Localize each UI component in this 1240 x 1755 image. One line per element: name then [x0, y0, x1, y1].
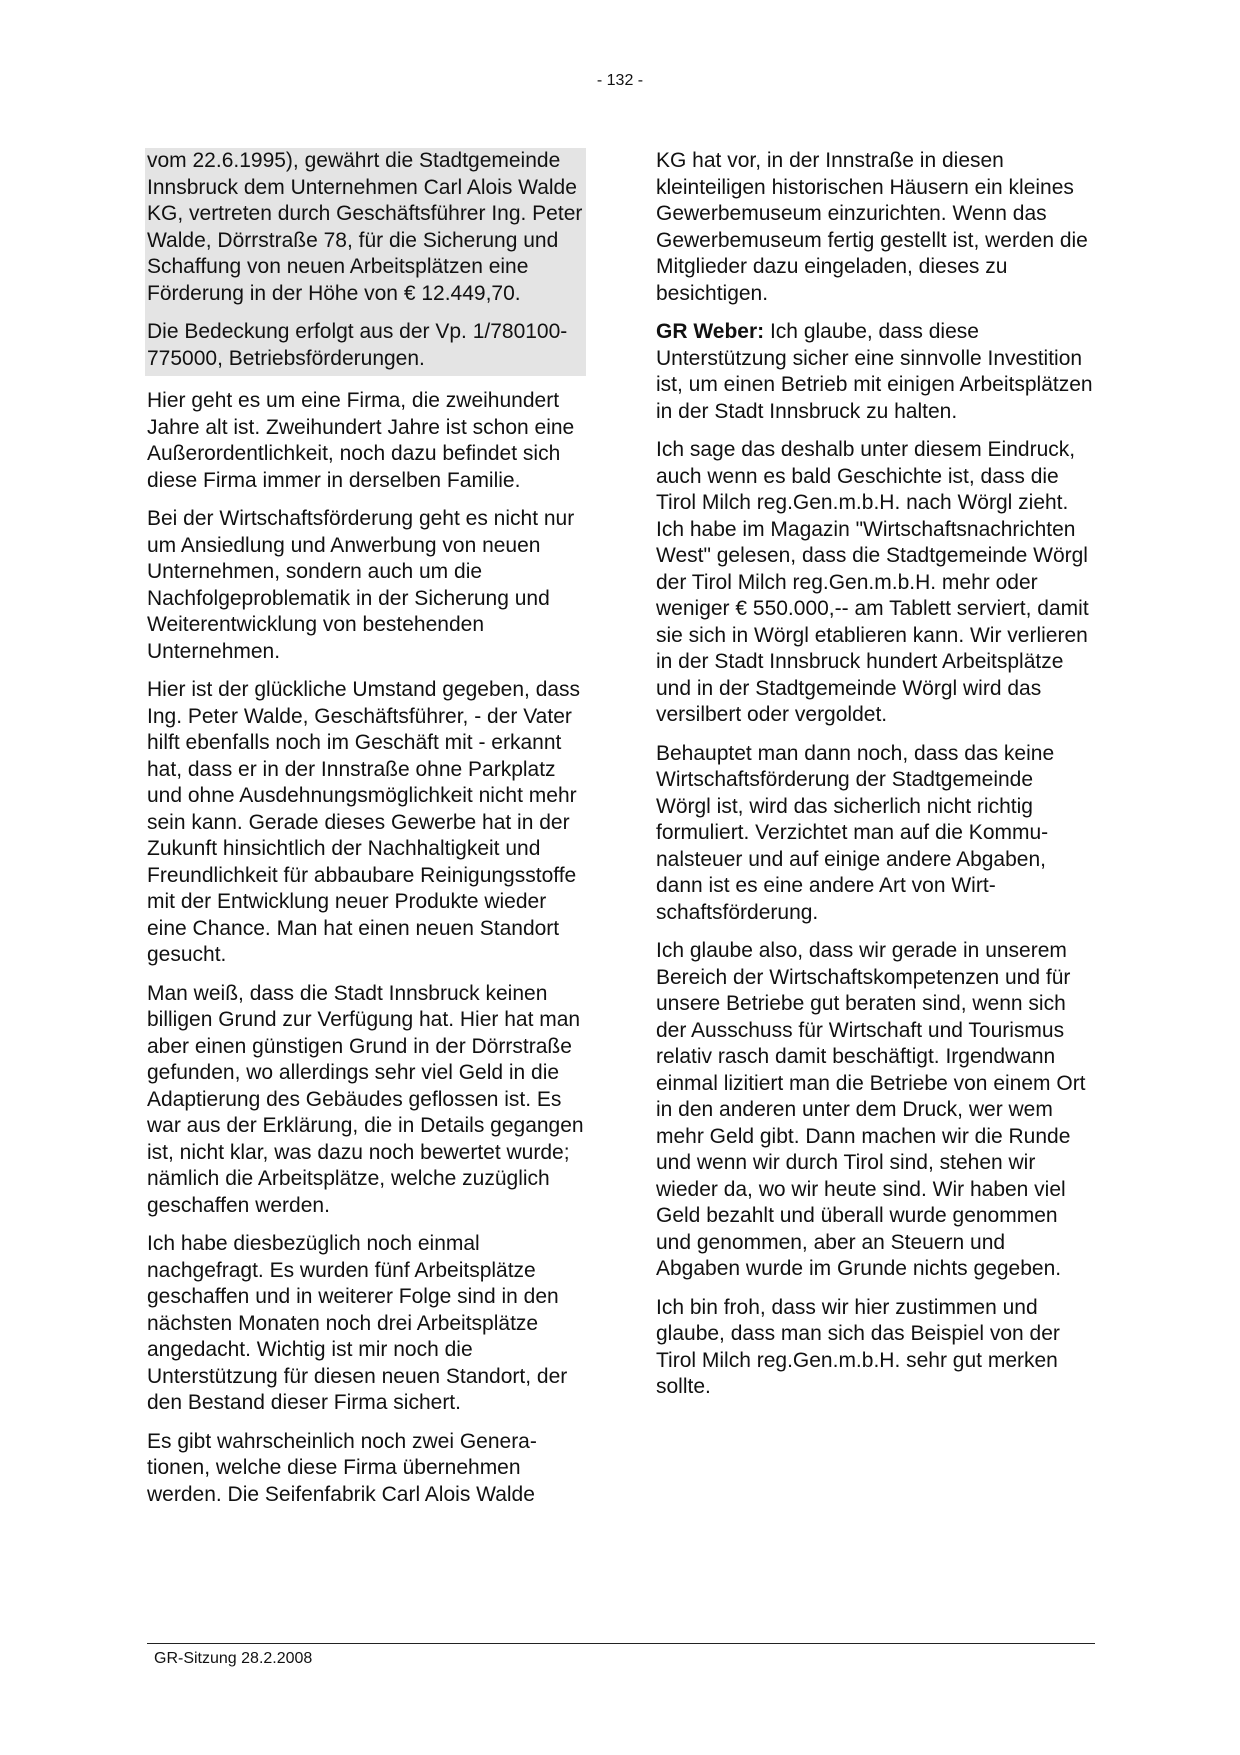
motion-paragraph: vom 22.6.1995), gewährt die Stadtgemeinde Innsbruck dem Unternehmen Carl Alois Walde KG, vertreten durch Geschäftsführer Ing. Peter Walde, Dörrstraße 78, für die Sicherung und Schaffung von neuen Arbeitsplätzen eine Förderung in der Höhe von € 12.449,70.: [147, 149, 583, 305]
paragraph: Es gibt wahrscheinlich noch zwei Generationen, welche diese Firma übernehmen werden. Die Seifenfabrik Carl Alois Walde: [147, 1429, 537, 1506]
paragraph: Man weiß, dass die Stadt Innsbruck keinen billigen Grund zur Verfügung hat. Hier hat man aber einen günstigen Grund in der Dörrstraße gefunden, wo allerdings sehr viel Geld in die Adaptierung des Gebäudes geflossen ist. Es war aus der Erklärung, die in Details gegangen ist, nicht klar, was dazu noch bewertet wurde; nämlich die Arbeitsplätze, welche zuzüglich geschaffen werden.: [147, 981, 584, 1217]
highlighted-motion-text: [145, 148, 586, 376]
paragraph: Ich glaube also, dass wir gerade in unserem Bereich der Wirtschaftskompetenzen und für unsere Betriebe gut beraten sind, wenn sich der Ausschuss für Wirtschaft und Tourismus relativ rasch damit beschäftigt. Irgendwann einmal lizitiert man die Betriebe von einem Ort in den anderen unter dem Druck, wer wem mehr Geld gibt. Dann machen wir die Runde und wenn wir durch Tirol sind, stehen wir wieder da, wo wir heute sind. Wir haben viel Geld bezahlt und überall wurde genommen und genommen, aber an Steuern und Abgaben wurde im Grunde nichts gegeben.: [656, 939, 1086, 1280]
page-number: - 132 -: [596, 72, 644, 89]
paragraph: Behauptet man dann noch, dass das keine Wirtschaftsförderung der Stadtgemeinde Wörgl ist, wird das sicherlich nicht richtig formuliert. Verzichtet man auf die Kommunalsteuer und auf einige andere Abgaben, dann ist es eine andere Art von Wirtschaftsförderung.: [656, 741, 1055, 924]
footer-divider: [147, 1643, 1095, 1644]
paragraph: Ich bin froh, dass wir hier zustimmen und glaube, dass man sich das Beispiel von der Tirol Milch reg.Gen.m.b.H. sehr gut merken sollte.: [656, 1295, 1060, 1398]
paragraph: KG hat vor, in der Innstraße in diesen kleinteiligen historischen Häusern ein kleines Gewerbemuseum einzurichten. Wenn das Gewerbemuseum fertig gestellt ist, werden die Mitglieder dazu eingeladen, dieses zu besichtigen.: [656, 149, 1088, 305]
right-column: [656, 148, 1093, 1413]
paragraph: Bei der Wirtschaftsförderung geht es nicht nur um Ansiedlung und Anwerbung von neuen Unternehmen, sondern auch um die Nachfolgeproblematik in der Sicherung und Weiterentwicklung von bestehenden Unternehmen.: [147, 507, 575, 663]
footer-session-date: GR-Sitzung 28.2.2008: [154, 1650, 313, 1667]
coverage-paragraph: Die Bedeckung erfolgt aus der Vp. 1/780100-775000, Betriebsförderungen.: [147, 320, 568, 370]
paragraph: Ich sage das deshalb unter diesem Eindruck, auch wenn es bald Geschichte ist, dass die Tirol Milch reg.Gen.m.b.H. nach Wörgl zieht. Ich habe im Magazin "Wirtschaftsnachrichten West" gelesen, dass die Stadtgemeinde Wörgl der Tirol Milch reg.Gen.m.b.H. mehr oder weniger € 550.000,-- am Tablett serviert, damit sie sich in Wörgl etablieren kann. Wir verlieren in der Stadt Innsbruck hundert Arbeitsplätze und in der Stadtgemeinde Wörgl wird das versilbert oder vergoldet.: [656, 438, 1089, 726]
speaker-paragraph: [656, 319, 1093, 425]
paragraph: Hier ist der glückliche Umstand gegeben, dass Ing. Peter Walde, Geschäftsführer, - der Vater hilft ebenfalls noch im Geschäft mit - erkannt hat, dass er in der Innstraße ohne Parkplatz und ohne Ausdehnungsmöglichkeit nicht mehr sein kann. Gerade dieses Gewerbe hat in der Zukunft hinsichtlich der Nachhaltigkeit und Freundlichkeit für abbaubare Reinigungsstoffe mit der Entwicklung neuer Produkte wieder eine Chance. Man hat einen neuen Standort gesucht.: [147, 678, 581, 966]
paragraph: Ich habe diesbezüglich noch einmal nachgefragt. Es wurden fünf Arbeitsplätze geschaffen und in weiterer Folge sind in den nächsten Monaten noch drei Arbeitsplätze angedacht. Wichtig ist mir noch die Unterstützung für diesen neuen Standort, der den Bestand dieser Firma sichert.: [147, 1232, 568, 1414]
paragraph: Hier geht es um eine Firma, die zweihundert Jahre alt ist. Zweihundert Jahre ist schon eine Außerordentlichkeit, noch dazu befindet sich diese Firma immer in derselben Familie.: [147, 389, 575, 492]
left-column: [147, 148, 584, 1520]
speaker-name: GR Weber:: [656, 320, 765, 343]
speaker-text: Ich glaube, dass diese Unterstützung sicher eine sinnvolle Investition ist, um einen Betrieb mit einigen Arbeitsplätzen in der Stadt Innsbruck zu halten.: [656, 320, 1093, 423]
